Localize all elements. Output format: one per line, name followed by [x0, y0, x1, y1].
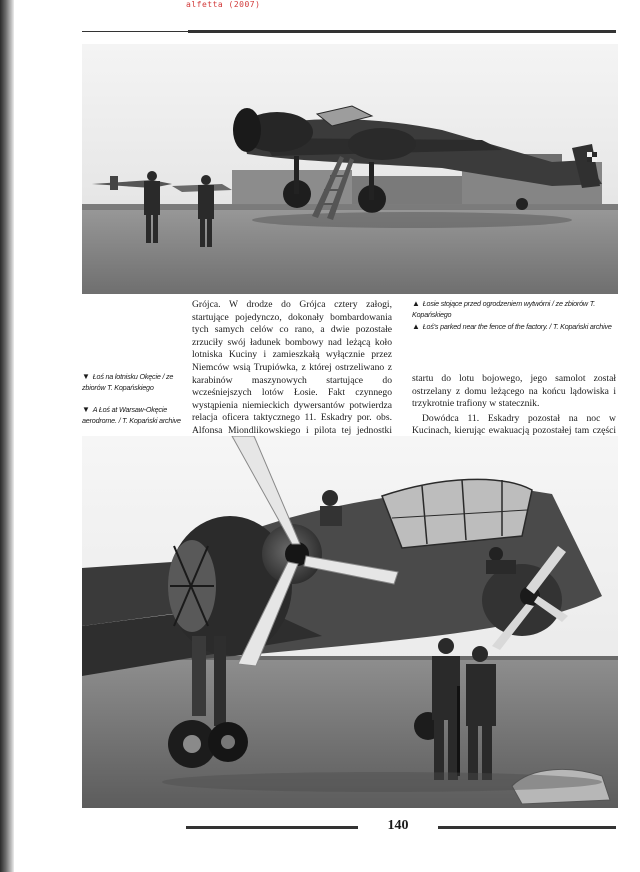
caption-polish-bottom-photo: ▼ Łoś na lotnisku Okęcie / ze zbiorów T. Kopańskiego [82, 372, 174, 392]
paragraph: Dowódca 11. Eskadry pozostał na noc w Kucinach, kierując ewakuacją pozostałej tam części [412, 412, 616, 437]
watermark: alfetta (2007) [186, 0, 261, 9]
main-text-column-middle: Grójca. W drodze do Grójca cztery załogi, startujące pojedynczo, dokonały bombardowania tych samych celów co rano, a dwie pozostałe zrzuciły swój ładunek bombowy nad leżącą koło lotniska Kuciny i zamieszkałą wyłącznie przez Niemców wsią Trupiówka, z której ostrzeliwano z karabinów maszynowych startujące do wcześniejszych lotów Łosie. Fakt czynnego wystąpienia niemieckich dywersantów potwierdza relacja oficera taktycznego 11. Eskadry por. obs. Alfonsa Miondlikowskiego i pilota tej jednostki [192, 299, 392, 436]
triangle-down-icon: ▼ [82, 405, 90, 414]
triangle-up-icon: ▲ [412, 322, 420, 331]
triangle-down-icon: ▼ [82, 372, 90, 381]
triangle-up-icon: ▲ [412, 299, 420, 308]
page-number: 140 [387, 818, 409, 833]
page-footer [186, 818, 616, 838]
book-binding-shadow [0, 0, 14, 872]
caption-polish-top-photo: ▲ Łosie stojące przed ogrodzeniem wytwórni / ze zbiorów T. Kopańskiego [412, 299, 596, 319]
photo-aircraft-closeup [82, 436, 618, 808]
caption-english-bottom-photo: ▼ A Łoś at Warsaw-Okęcie aerodrome. / T. Kopański archive [82, 405, 181, 425]
caption-english-top-photo: ▲ Łoś's parked near the fence of the factory. / T. Kopański archive [412, 322, 612, 331]
photo-aircraft-parked [82, 44, 618, 294]
paragraph: startu do lotu bojowego, jego samolot został ostrzelany z domu leżącego na końcu lądowiska i trzykrotnie trafiony w statecznik. [412, 373, 616, 410]
header-rule [82, 30, 616, 33]
